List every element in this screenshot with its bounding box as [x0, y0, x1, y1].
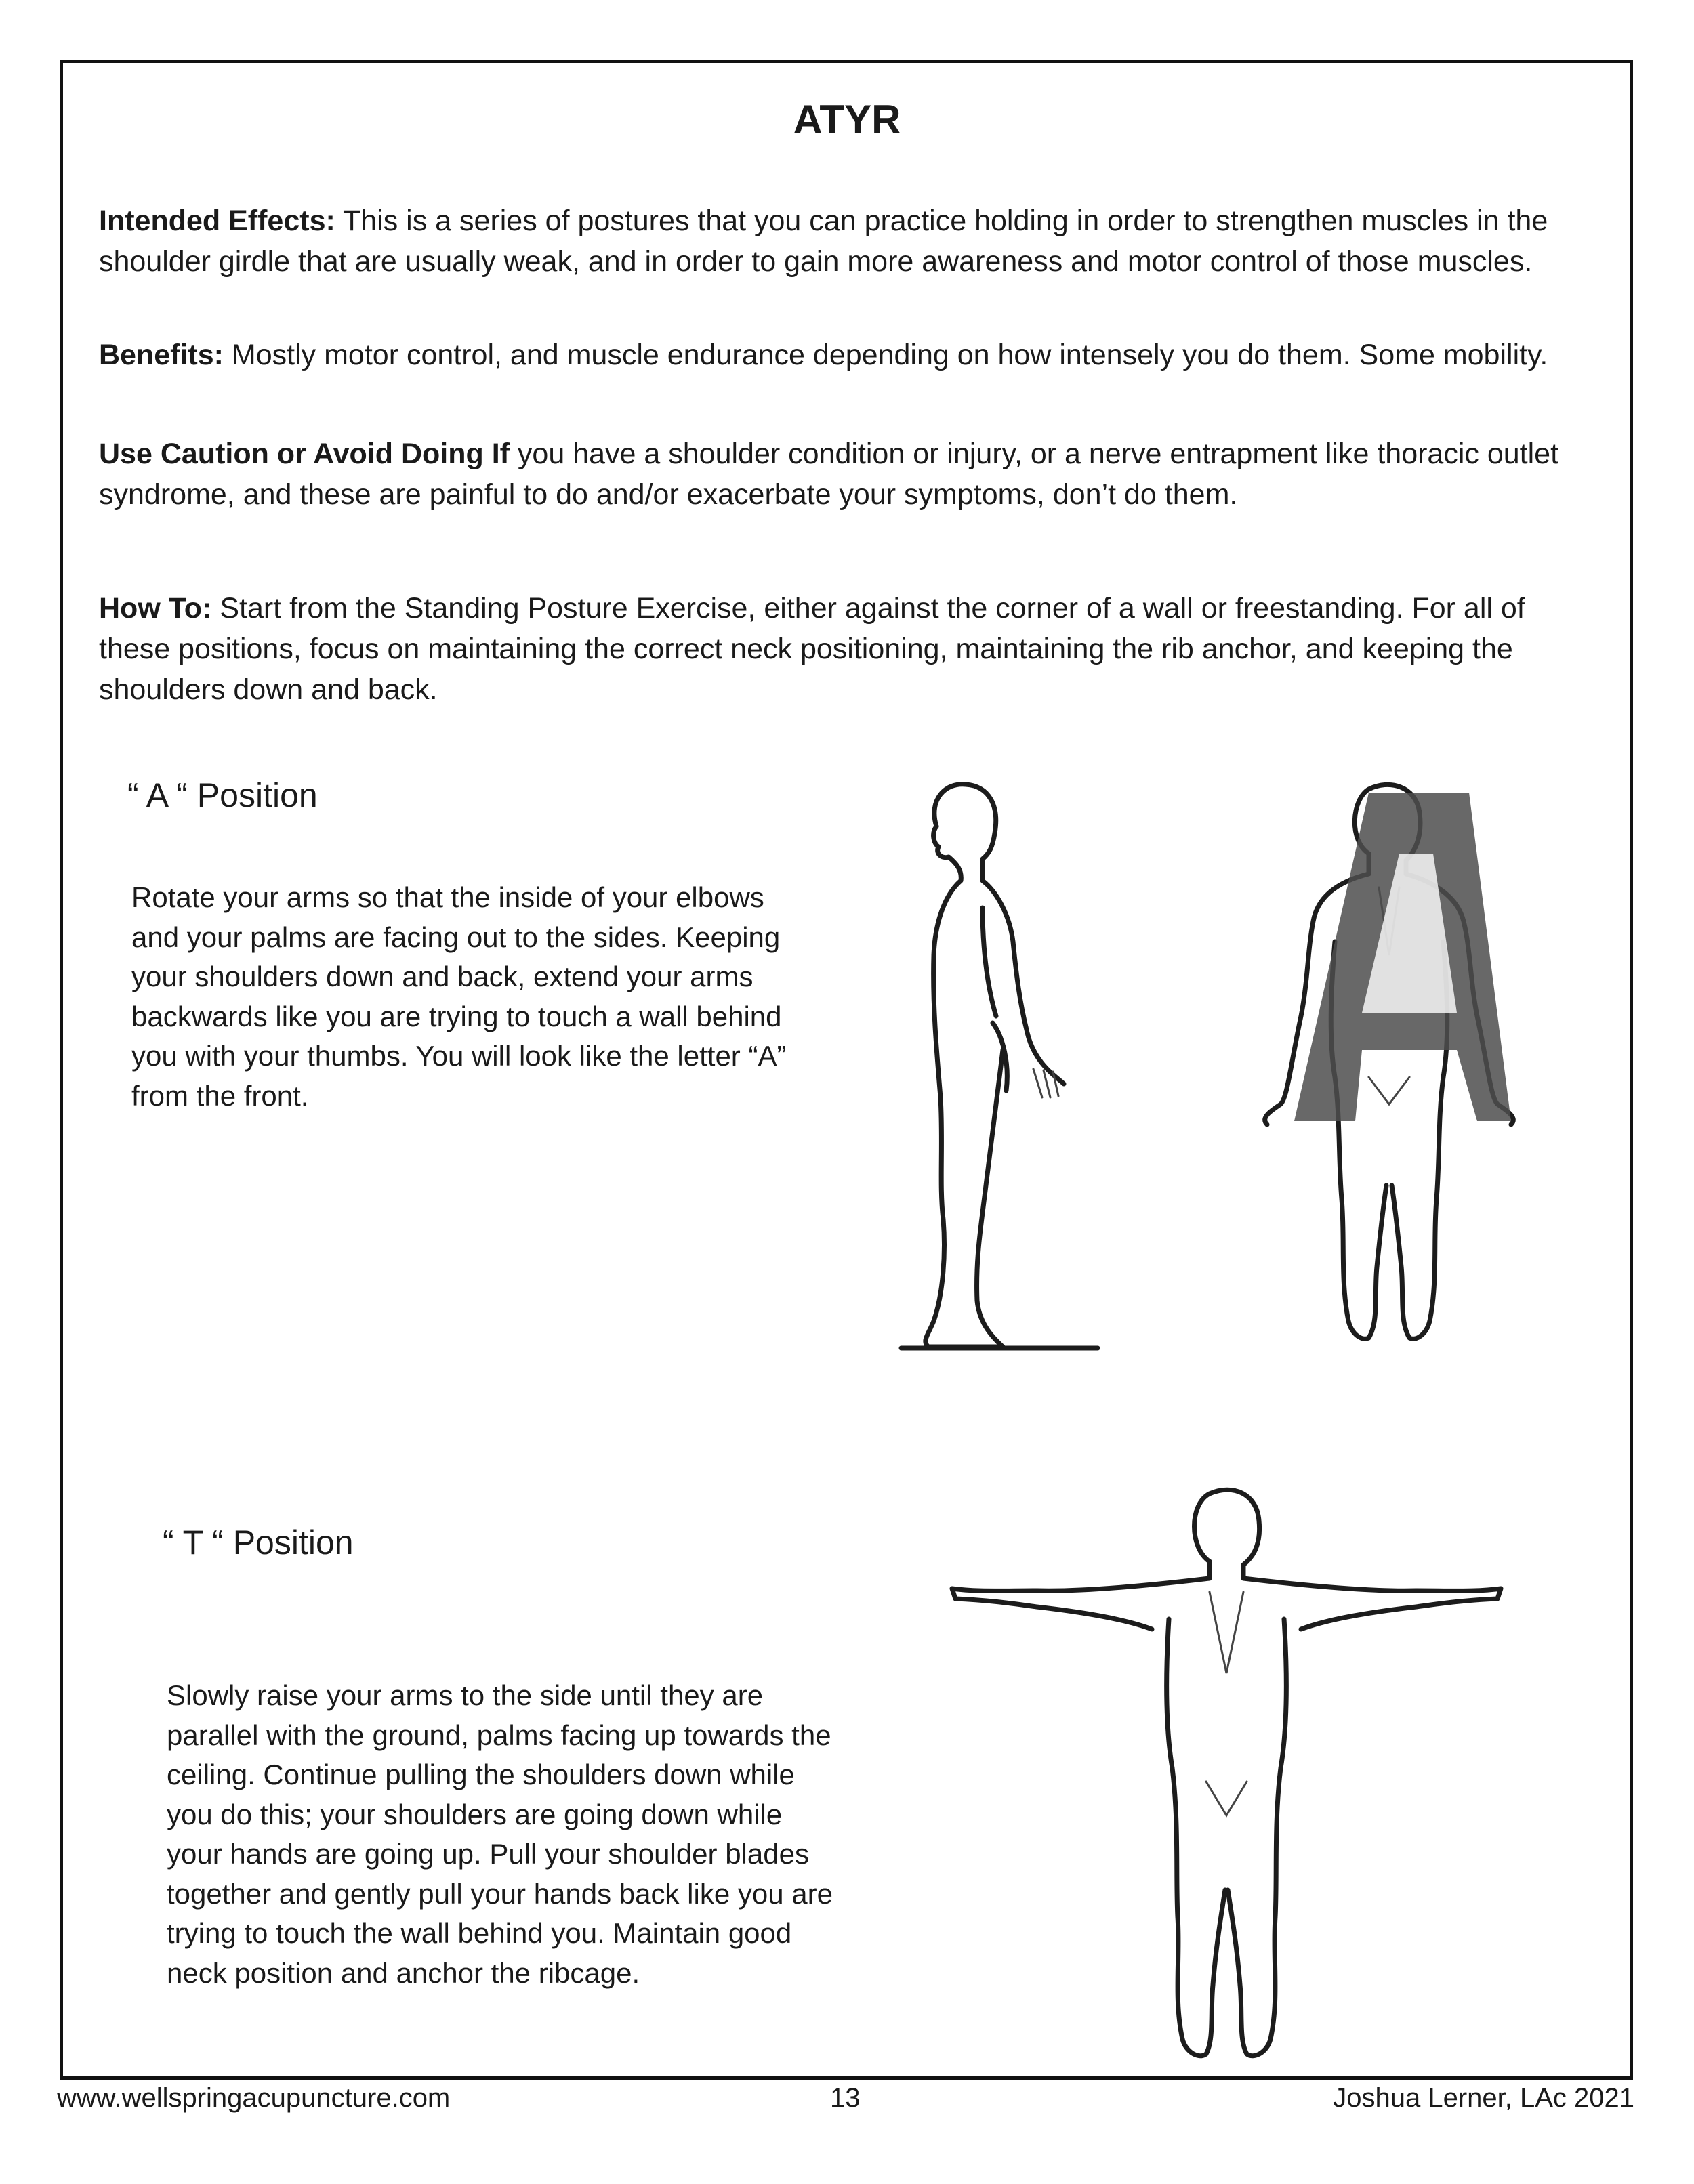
benefits-text: Mostly motor control, and muscle endurance depending on how intensely you do them. Some mobility.: [223, 339, 1548, 371]
footer-page-number: 13: [830, 2083, 861, 2113]
intended-effects-label: Intended Effects:: [99, 205, 335, 237]
caution-label: Use Caution or Avoid Doing If: [99, 438, 510, 470]
t-position-text: Slowly raise your arms to the side until they are parallel with the ground, palms facing up towards the ceiling. Continue pulling the shoulders down while you do this; your shoulders are going down while your hands are going up. Pull your shoulder blades together and gently pull your hands back like you are trying to touch the wall behind you. Maintain good neck position and anchor the ribcage.: [167, 1679, 833, 1989]
footer-author: Joshua Lerner, LAc 2021: [1333, 2083, 1634, 2113]
how-to-label: How To:: [99, 592, 212, 625]
a-position-text: Rotate your arms so that the inside of your elbows and your palms are facing out to the sides. Keeping your shoulders down and back, extend your arms backwards like you are trying to touch a wall behind you with your thumbs. You will look like the letter “A” from the front.: [131, 881, 787, 1112]
caution-text: you have a shoulder condition or injury, or a nerve entrapment like thoracic outlet syndrome, and these are painful to do and/or exacerbate your symptoms, don’t do them.: [99, 438, 1559, 511]
page-title: ATYR: [793, 97, 901, 142]
a-position-heading: “ A “ Position: [127, 776, 318, 814]
t-position-heading: “ T “ Position: [163, 1524, 354, 1561]
benefits-paragraph: [99, 335, 1603, 375]
how-to-text: Start from the Standing Posture Exercise, either against the corner of a wall or freestanding. For all of these positions, focus on maintaining the correct neck positioning, maintaining the rib anchor, and keeping the shoulders down and back.: [99, 592, 1525, 706]
side-view-figure: [881, 779, 1098, 1368]
caution-paragraph: [99, 434, 1603, 515]
benefits-label: Benefits:: [99, 339, 224, 371]
footer-website: www.wellspringacupuncture.com: [57, 2083, 451, 2113]
front-view-t-figure: [949, 1484, 1511, 2066]
intended-effects-text: This is a series of postures that you can practice holding in order to strengthen muscles in the shoulder girdle that are usually weak, and in order to gain more awareness and motor control of those muscles.: [99, 205, 1548, 278]
intended-effects-paragraph: [99, 201, 1603, 282]
front-view-a-figure: [1254, 779, 1525, 1362]
how-to-paragraph: [99, 588, 1603, 710]
